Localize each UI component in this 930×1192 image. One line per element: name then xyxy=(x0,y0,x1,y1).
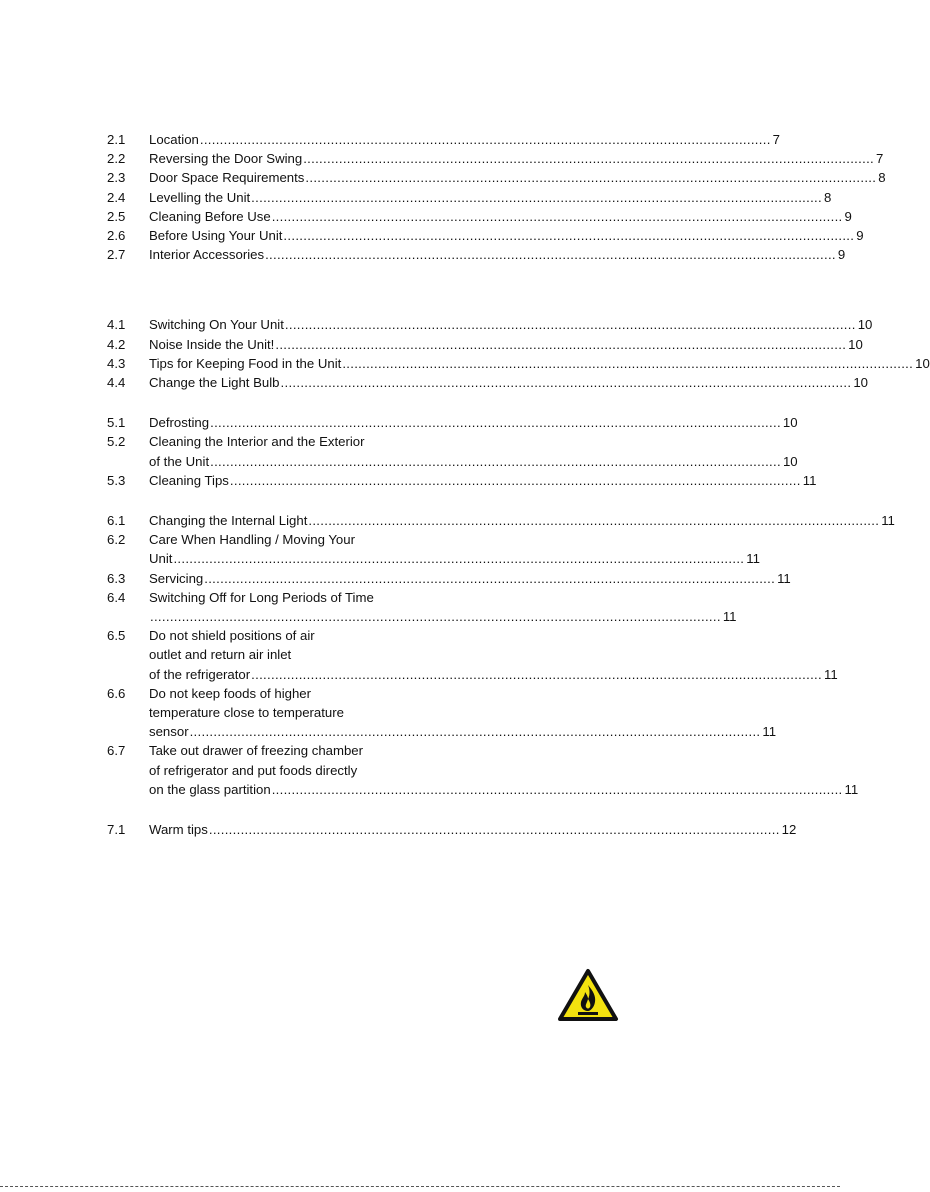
toc-entry-title: Unit xyxy=(149,551,173,567)
toc-entry[interactable] xyxy=(107,471,817,490)
toc-entry[interactable] xyxy=(107,588,737,626)
toc-dot-leader xyxy=(210,413,781,432)
toc-entry[interactable] xyxy=(107,207,852,226)
toc-dot-leader xyxy=(230,471,801,490)
toc-entry-number: 4.4 xyxy=(107,375,126,391)
toc-entry-number: 2.3 xyxy=(107,170,126,186)
toc-entry-title: sensor xyxy=(149,724,189,740)
toc-page-number: 10 xyxy=(782,415,798,431)
toc-entry[interactable] xyxy=(107,245,846,264)
toc-dot-leader xyxy=(173,549,744,568)
toc-dot-leader xyxy=(275,335,846,354)
toc-entry-title: Switching On Your Unit xyxy=(149,317,284,333)
toc-entry[interactable] xyxy=(107,511,895,530)
toc-dot-leader xyxy=(209,820,780,839)
toc-entry-number: 2.2 xyxy=(107,151,126,167)
toc-entry[interactable] xyxy=(107,226,864,245)
toc-page-number: 10 xyxy=(853,375,868,391)
toc-entry-title: Cleaning the Interior and the Exterior xyxy=(149,434,365,450)
toc-entry-number: 4.2 xyxy=(107,336,126,352)
toc-page-number: 12 xyxy=(781,822,797,838)
toc-dot-leader xyxy=(272,207,843,226)
toc-group xyxy=(107,413,817,490)
toc-entry-number: 6.7 xyxy=(107,743,126,759)
toc-entry-title: Changing the Internal Light xyxy=(149,513,308,529)
toc-entry-number: 5.1 xyxy=(107,415,126,431)
toc-page-number: 10 xyxy=(782,453,798,469)
toc-dot-leader xyxy=(190,722,761,741)
toc-entry-title: of refrigerator and put foods directly xyxy=(149,762,358,778)
toc-entry-title: Take out drawer of freezing chamber xyxy=(149,743,364,759)
toc-page-number: 7 xyxy=(876,151,884,167)
toc-entry[interactable] xyxy=(107,413,798,432)
toc-page-number: 10 xyxy=(848,336,863,352)
toc-dot-leader xyxy=(285,315,856,334)
toc-entry-title: of the Unit xyxy=(149,453,210,469)
footer-rule xyxy=(0,1186,840,1187)
toc-dot-leader xyxy=(308,511,879,530)
toc-dot-leader xyxy=(200,130,771,149)
toc-page-number: 9 xyxy=(844,208,852,224)
toc-group xyxy=(107,130,886,264)
toc-entry-title: Before Using Your Unit xyxy=(149,228,283,244)
toc-entry-number: 2.4 xyxy=(107,189,126,205)
toc-entry-title: on the glass partition xyxy=(149,781,271,797)
toc-entry-number: 6.1 xyxy=(107,513,126,529)
toc-entry-title: Levelling the Unit xyxy=(149,189,251,205)
toc-entry-number: 7.1 xyxy=(107,822,126,838)
toc-dot-leader xyxy=(150,607,721,626)
toc-entry-title: Warm tips xyxy=(149,822,208,838)
toc-dot-leader xyxy=(281,373,852,392)
toc-entry-title: Interior Accessories xyxy=(149,247,265,263)
toc-entry[interactable] xyxy=(107,335,863,354)
flammable-warning-icon xyxy=(557,968,619,1022)
toc-dot-leader xyxy=(272,780,843,799)
toc-entry[interactable] xyxy=(107,569,791,588)
toc-entry[interactable] xyxy=(107,315,873,334)
toc-entry[interactable] xyxy=(107,684,777,742)
toc-entry[interactable] xyxy=(107,530,760,568)
toc-entry-number: 2.1 xyxy=(107,132,126,147)
toc-page-number: 9 xyxy=(837,247,846,263)
toc-entry-title: outlet and return air inlet xyxy=(149,647,292,663)
toc-entry-title: Door Space Requirements xyxy=(149,170,305,186)
toc-entry-title: Do not shield positions of air xyxy=(149,628,315,644)
toc-entry[interactable] xyxy=(107,149,884,168)
toc-entry-number: 2.6 xyxy=(107,228,126,244)
toc-entry-title: Cleaning Tips xyxy=(149,472,229,488)
toc-entry-number: 5.2 xyxy=(107,434,126,450)
toc-page-number: 11 xyxy=(746,551,760,567)
toc-entry-title: Tips for Keeping Food in the Unit xyxy=(149,355,342,371)
toc-entry-title: Location xyxy=(149,132,199,147)
toc-entry-number: 6.3 xyxy=(107,570,126,586)
toc-page-number: 11 xyxy=(777,570,791,586)
toc-group xyxy=(107,511,895,799)
toc-entry-title: Switching Off for Long Periods of Time xyxy=(149,589,374,605)
toc-entry-title: Reversing the Door Swing xyxy=(149,151,303,167)
toc-dot-leader xyxy=(210,452,781,471)
toc-dot-leader xyxy=(204,569,775,588)
toc-entry-title: Do not keep foods of higher xyxy=(149,685,312,701)
toc-page-number: 11 xyxy=(823,666,838,682)
toc-page-number: 11 xyxy=(762,724,777,740)
toc-entry[interactable] xyxy=(107,432,798,470)
toc-group xyxy=(107,315,930,392)
toc-entry[interactable] xyxy=(107,373,868,392)
toc-page-number: 10 xyxy=(915,355,930,371)
toc-entry-title: Noise Inside the Unit! xyxy=(149,336,275,352)
toc-entry[interactable] xyxy=(107,168,886,187)
toc-entry[interactable] xyxy=(107,626,838,684)
toc-dot-leader xyxy=(283,226,854,245)
toc-entry-number: 4.1 xyxy=(107,317,126,333)
toc-page-number: 11 xyxy=(844,781,859,797)
toc-dot-leader xyxy=(251,188,822,207)
toc-entry-title: Care When Handling / Moving Your xyxy=(149,532,355,548)
toc-entry-number: 2.5 xyxy=(107,208,126,224)
toc-entry-number: 6.6 xyxy=(107,685,126,701)
toc-entry[interactable] xyxy=(107,820,797,839)
toc-entry-title: Defrosting xyxy=(149,415,210,431)
toc-page-number: 7 xyxy=(772,132,781,147)
toc-dot-leader xyxy=(342,354,913,373)
toc-entry-number: 6.4 xyxy=(107,589,126,605)
toc-group xyxy=(107,820,797,839)
toc-page-number: 8 xyxy=(878,170,886,186)
toc-entry-title: temperature close to temperature xyxy=(149,705,344,721)
table-of-contents xyxy=(107,130,930,860)
toc-entry-number: 6.2 xyxy=(107,532,126,548)
toc-entry-number: 6.5 xyxy=(107,628,126,644)
toc-entry[interactable] xyxy=(107,741,859,799)
toc-dot-leader xyxy=(265,245,836,264)
toc-page-number: 11 xyxy=(802,472,817,488)
toc-page-number: 11 xyxy=(881,513,895,529)
toc-entry[interactable] xyxy=(107,130,781,149)
toc-page-number: 11 xyxy=(722,609,737,625)
toc-entry[interactable] xyxy=(107,188,832,207)
toc-page-number: 9 xyxy=(856,228,864,244)
toc-entry-number: 4.3 xyxy=(107,355,126,371)
toc-entry[interactable] xyxy=(107,354,930,373)
toc-dot-leader xyxy=(303,149,874,168)
toc-dot-leader xyxy=(251,665,822,684)
toc-entry-number: 2.7 xyxy=(107,247,126,263)
toc-page-number: 8 xyxy=(823,189,832,205)
toc-entry-title: Cleaning Before Use xyxy=(149,208,271,224)
toc-entry-title: Servicing xyxy=(149,570,204,586)
toc-entry-title: of the refrigerator xyxy=(149,666,251,682)
toc-dot-leader xyxy=(305,168,876,187)
toc-page-number: 10 xyxy=(857,317,873,333)
toc-entry-title: Change the Light Bulb xyxy=(149,375,280,391)
toc-entry-number: 5.3 xyxy=(107,472,126,488)
